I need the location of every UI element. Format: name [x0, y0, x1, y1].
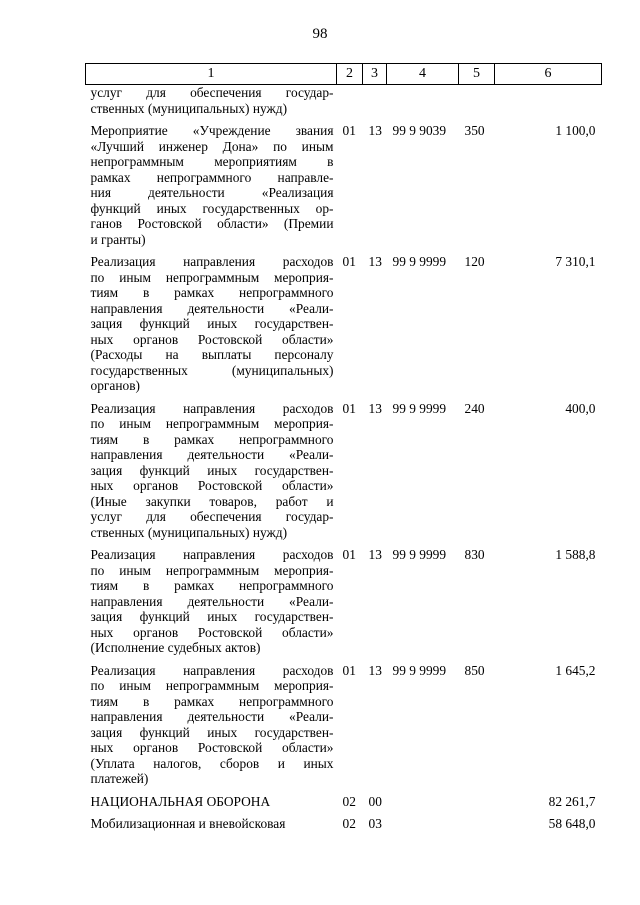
expense-type-code: [459, 809, 495, 832]
row-description: [86, 85, 337, 117]
section-code: 02: [342, 816, 356, 831]
description-line: ных органов Ростовской области»: [90, 740, 334, 755]
subsection-code: 03: [368, 816, 382, 831]
table-row: [86, 116, 602, 247]
amount: 1 645,2: [555, 662, 596, 678]
target-article-code: [387, 85, 459, 117]
description-line: ных органов Ростовской области»: [90, 331, 334, 347]
section-code: 02: [342, 793, 356, 809]
subsection-code: 13: [368, 662, 382, 678]
description-line: Реализация направления расходов: [90, 547, 334, 562]
description-line: по иным непрограммным мероприя-: [90, 269, 334, 285]
row-description: [86, 787, 337, 810]
description-line: по иным непрограммным мероприя-: [90, 562, 334, 578]
section-code: 01: [342, 123, 356, 138]
column-header: 5: [459, 64, 495, 85]
description-line: функций иных государственных ор-: [90, 200, 334, 216]
description-line: рамках непрограммного направле-: [90, 169, 334, 185]
description-line: направления деятельности «Реали-: [90, 709, 334, 724]
target-article-code: 99 9 9999: [392, 400, 447, 416]
description-line: направления деятельности «Реали-: [90, 593, 334, 609]
description-line: по иным непрограммным мероприя-: [90, 678, 334, 693]
target-article-code: 99 9 9999: [392, 662, 447, 678]
description-line: услуг для обеспечения государ-: [90, 85, 334, 100]
description-line: Мобилизационная и вневойсковая: [90, 816, 286, 831]
row-description: [86, 540, 337, 656]
description-line: непрограммным мероприятиям в: [90, 154, 334, 169]
description-line: и гранты): [90, 231, 146, 247]
description-line: тиям в рамках непрограммного: [90, 693, 334, 709]
description-line: ния деятельности «Реализация: [90, 185, 334, 200]
row-description: [86, 656, 337, 787]
description-line: (Расходы на выплаты персоналу: [90, 347, 334, 362]
table-row: [86, 394, 602, 541]
subsection-code: 13: [368, 400, 382, 416]
amount: [495, 85, 602, 117]
target-article-code: [387, 809, 459, 832]
row-description: [86, 247, 337, 394]
description-line: тиям в рамках непрограммного: [90, 285, 334, 300]
expense-type-code: 850: [464, 662, 485, 678]
table-row: [86, 247, 602, 394]
amount: 1 100,0: [555, 123, 596, 138]
section-code: 01: [342, 547, 356, 562]
subsection-code: 13: [368, 547, 382, 562]
column-header: 2: [337, 64, 363, 85]
description-line: Мероприятие «Учреждение звания: [90, 123, 334, 138]
description-line: зация функций иных государствен-: [90, 724, 334, 740]
expense-type-code: 120: [464, 254, 485, 269]
subsection-code: 13: [368, 123, 382, 138]
table-row: [86, 787, 602, 810]
amount: 1 588,8: [555, 547, 596, 562]
description-line: тиям в рамках непрограммного: [90, 578, 334, 593]
amount: 7 310,1: [555, 254, 596, 269]
description-line: государственных (муниципальных): [90, 362, 334, 378]
target-article-code: [387, 787, 459, 810]
target-article-code: 99 9 9999: [392, 547, 447, 562]
table-header-row: [86, 64, 602, 85]
section-code: 01: [342, 254, 356, 269]
description-line: зация функций иных государствен-: [90, 316, 334, 331]
description-line: ственных (муниципальных) нужд): [90, 100, 288, 116]
table-row: [86, 540, 602, 656]
table-body: [86, 85, 602, 832]
description-line: направления деятельности «Реали-: [90, 447, 334, 462]
subsection-code: 13: [368, 254, 382, 269]
description-line: НАЦИОНАЛЬНАЯ ОБОРОНА: [90, 793, 271, 809]
table-row: [86, 85, 602, 117]
description-line: тиям в рамках непрограммного: [90, 431, 334, 447]
target-article-code: 99 9 9999: [392, 254, 447, 269]
column-header: 4: [387, 64, 459, 85]
expense-type-code: 350: [464, 123, 485, 138]
row-description: [86, 116, 337, 247]
table-row: [86, 656, 602, 787]
column-header: 6: [495, 64, 602, 85]
amount: 58 648,0: [548, 816, 596, 831]
page-number: 98: [312, 26, 328, 42]
column-header: 3: [363, 64, 387, 85]
description-line: зация функций иных государствен-: [90, 462, 334, 478]
description-line: Реализация направления расходов: [90, 400, 334, 416]
table-row: [86, 809, 602, 832]
amount: 400,0: [565, 400, 596, 416]
description-line: ственных (муниципальных) нужд): [90, 524, 288, 540]
expense-type-code: 830: [464, 547, 485, 562]
description-line: ганов Ростовской области» (Премии: [90, 216, 334, 231]
description-line: (Иные закупки товаров, работ и: [90, 493, 334, 509]
section-code: 01: [342, 400, 356, 416]
target-article-code: 99 9 9039: [392, 123, 447, 138]
amount: 82 261,7: [548, 793, 596, 809]
description-line: Реализация направления расходов: [90, 254, 334, 269]
subsection-code: 00: [368, 793, 382, 809]
subsection-code: [363, 85, 387, 117]
expense-type-code: [459, 85, 495, 117]
section-code: 01: [342, 662, 356, 678]
description-line: (Исполнение судебных актов): [90, 640, 261, 655]
description-line: услуг для обеспечения государ-: [90, 509, 334, 524]
description-line: ных органов Ростовской области»: [90, 478, 334, 493]
description-line: ных органов Ростовской области»: [90, 624, 334, 640]
section-code: [337, 85, 363, 117]
row-description: [86, 394, 337, 541]
description-line: (Уплата налогов, сборов и иных: [90, 755, 334, 771]
description-line: направления деятельности «Реали-: [90, 300, 334, 316]
description-line: Реализация направления расходов: [90, 662, 334, 678]
column-header: 1: [86, 64, 337, 85]
description-line: по иным непрограммным мероприя-: [90, 416, 334, 431]
description-line: зация функций иных государствен-: [90, 609, 334, 624]
description-line: платежей): [90, 771, 149, 786]
expense-type-code: 240: [464, 400, 485, 416]
budget-table: [85, 63, 602, 832]
expense-type-code: [459, 787, 495, 810]
description-line: органов): [90, 378, 140, 393]
description-line: «Лучший инженер Дона» по иным: [90, 138, 334, 154]
row-description: [86, 809, 337, 832]
